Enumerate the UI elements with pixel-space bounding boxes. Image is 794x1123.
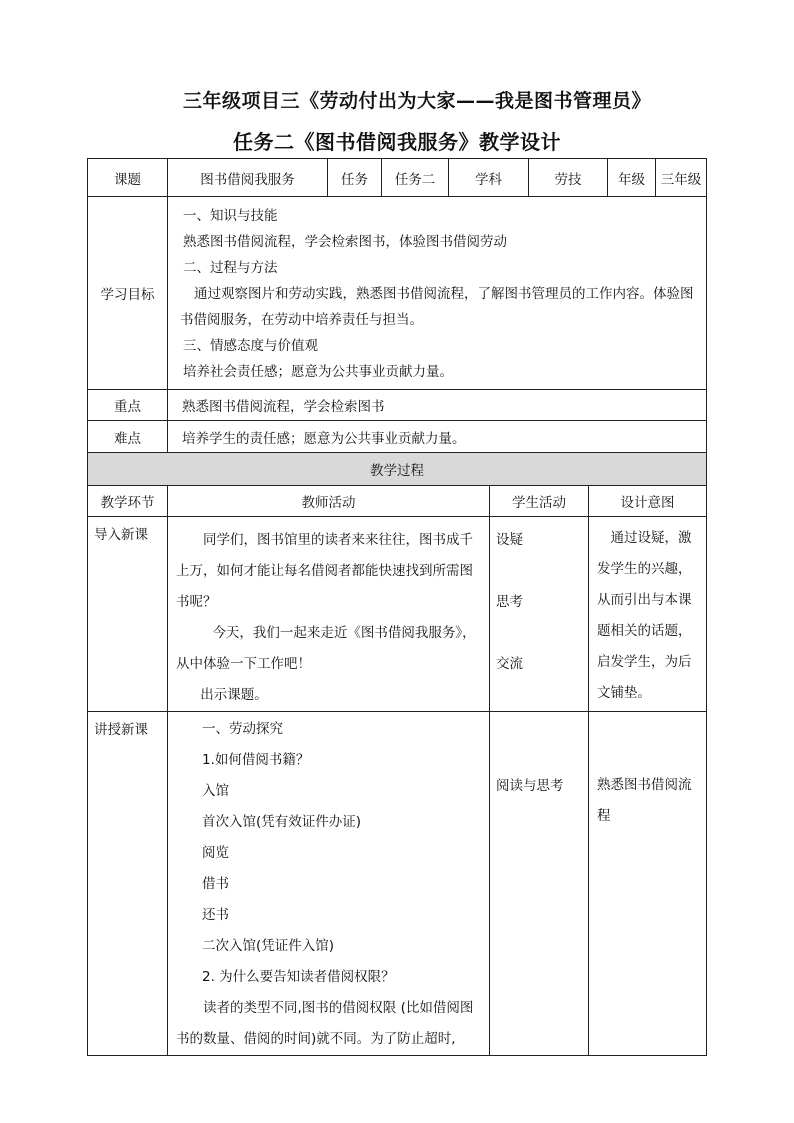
objectives-heading-2: 二、过程与方法	[183, 260, 278, 276]
teach-stage: 讲授新课	[94, 722, 148, 738]
task-value: 任务二	[382, 159, 449, 197]
teaching-process-table	[87, 452, 707, 1056]
process-header: 教学过程	[88, 453, 707, 486]
intro-teacher-text-1: 同学们，图书馆里的读者来来往往，图书成千上万，如何才能让每名借阅者都能快速找到所需图书呢？	[176, 532, 473, 610]
intro-student-3: 交流	[496, 656, 523, 672]
intro-teacher-text-3: 出示课题。	[200, 687, 268, 703]
lesson-value: 图书借阅我服务	[168, 159, 328, 197]
teach-design-text: 熟悉图书借阅流程	[597, 777, 692, 824]
process-column-header-row	[88, 486, 707, 517]
intro-student-gap-1	[496, 556, 580, 587]
difficulties-text: 培养学生的责任感；愿意为公共事业贡献力量。	[168, 421, 707, 453]
intro-student-2: 思考	[496, 594, 523, 610]
objectives-row	[88, 197, 707, 390]
info-row	[88, 159, 707, 197]
intro-teacher-cell	[168, 517, 490, 712]
grade-value: 三年级	[656, 159, 707, 197]
teach-line-2: 1.如何借阅书籍？	[202, 752, 310, 768]
grade-label: 年级	[608, 159, 656, 197]
teach-line-4: 首次入馆(凭有效证件办证)	[202, 814, 362, 830]
task-label: 任务	[328, 159, 382, 197]
objectives-text-2: 通过观察图片和劳动实践，熟悉图书借阅流程，了解图书管理员的工作内容。体验图书借阅服务，在劳动中培养责任与担当。	[180, 286, 694, 328]
intro-stage: 导入新课	[94, 527, 148, 543]
teach-line-6: 借书	[202, 876, 229, 892]
objectives-heading-1: 一、知识与技能	[183, 208, 278, 224]
teach-teacher-cell	[168, 712, 490, 1056]
teach-stage-cell	[88, 712, 168, 1056]
col-student-header: 学生活动	[490, 486, 589, 517]
teach-line-7: 还书	[202, 907, 229, 923]
teach-student: 阅读与思考	[496, 778, 564, 794]
key-points-text: 熟悉图书借阅流程，学会检索图书	[168, 390, 707, 421]
subject-label: 学科	[449, 159, 529, 197]
teach-paragraph: 读者的类型不同,图书的借阅权限 (比如借阅图书的数量、借阅的时间)就不同。为了防止超时,	[176, 1000, 474, 1047]
objectives-content	[168, 197, 707, 390]
teach-line-5: 阅览	[202, 845, 229, 861]
intro-student-1: 设疑	[496, 532, 523, 548]
document-title-line1: 三年级项目三《劳动付出为大家——我是图书管理员》	[182, 90, 651, 112]
teach-line-8: 二次入馆(凭证件入馆)	[202, 938, 335, 954]
teach-line-1: 一、劳动探究	[202, 721, 283, 737]
objectives-heading-3: 三、情感态度与价值观	[183, 338, 318, 354]
intro-student-gap-2	[496, 618, 580, 649]
key-points-row	[88, 390, 707, 421]
intro-student-cell	[490, 517, 589, 712]
intro-stage-cell	[88, 517, 168, 712]
col-teacher-header: 教师活动	[168, 486, 490, 517]
teach-design-cell	[589, 712, 707, 1056]
intro-design-text: 通过设疑，激发学生的兴趣，从而引出与本课题相关的话题，启发学生，为后文铺垫。	[597, 530, 692, 701]
difficulties-label: 难点	[88, 421, 168, 453]
lesson-info-table	[87, 158, 707, 453]
teach-row	[88, 712, 707, 1056]
objectives-label: 学习目标	[88, 197, 168, 390]
teach-line-9: 2. 为什么要告知读者借阅权限？	[202, 969, 395, 985]
col-design-header: 设计意图	[589, 486, 707, 517]
teach-line-3: 入馆	[202, 783, 229, 799]
teach-student-cell	[490, 712, 589, 1056]
intro-design-cell	[589, 517, 707, 712]
document-title-line2: 任务二《图书借阅我服务》教学设计	[233, 130, 561, 154]
subject-value: 劳技	[529, 159, 608, 197]
difficulties-row	[88, 421, 707, 453]
lesson-label: 课题	[88, 159, 168, 197]
objectives-text-1: 熟悉图书借阅流程，学会检索图书，体验图书借阅劳动	[183, 234, 507, 250]
col-stage-header: 教学环节	[88, 486, 168, 517]
intro-row	[88, 517, 707, 712]
key-points-label: 重点	[88, 390, 168, 421]
objectives-text-3: 培养社会责任感；愿意为公共事业贡献力量。	[183, 364, 453, 380]
intro-teacher-text-2: 今天，我们一起来走近《图书借阅我服务》，从中体验一下工作吧！	[176, 625, 476, 672]
process-header-row	[88, 453, 707, 486]
